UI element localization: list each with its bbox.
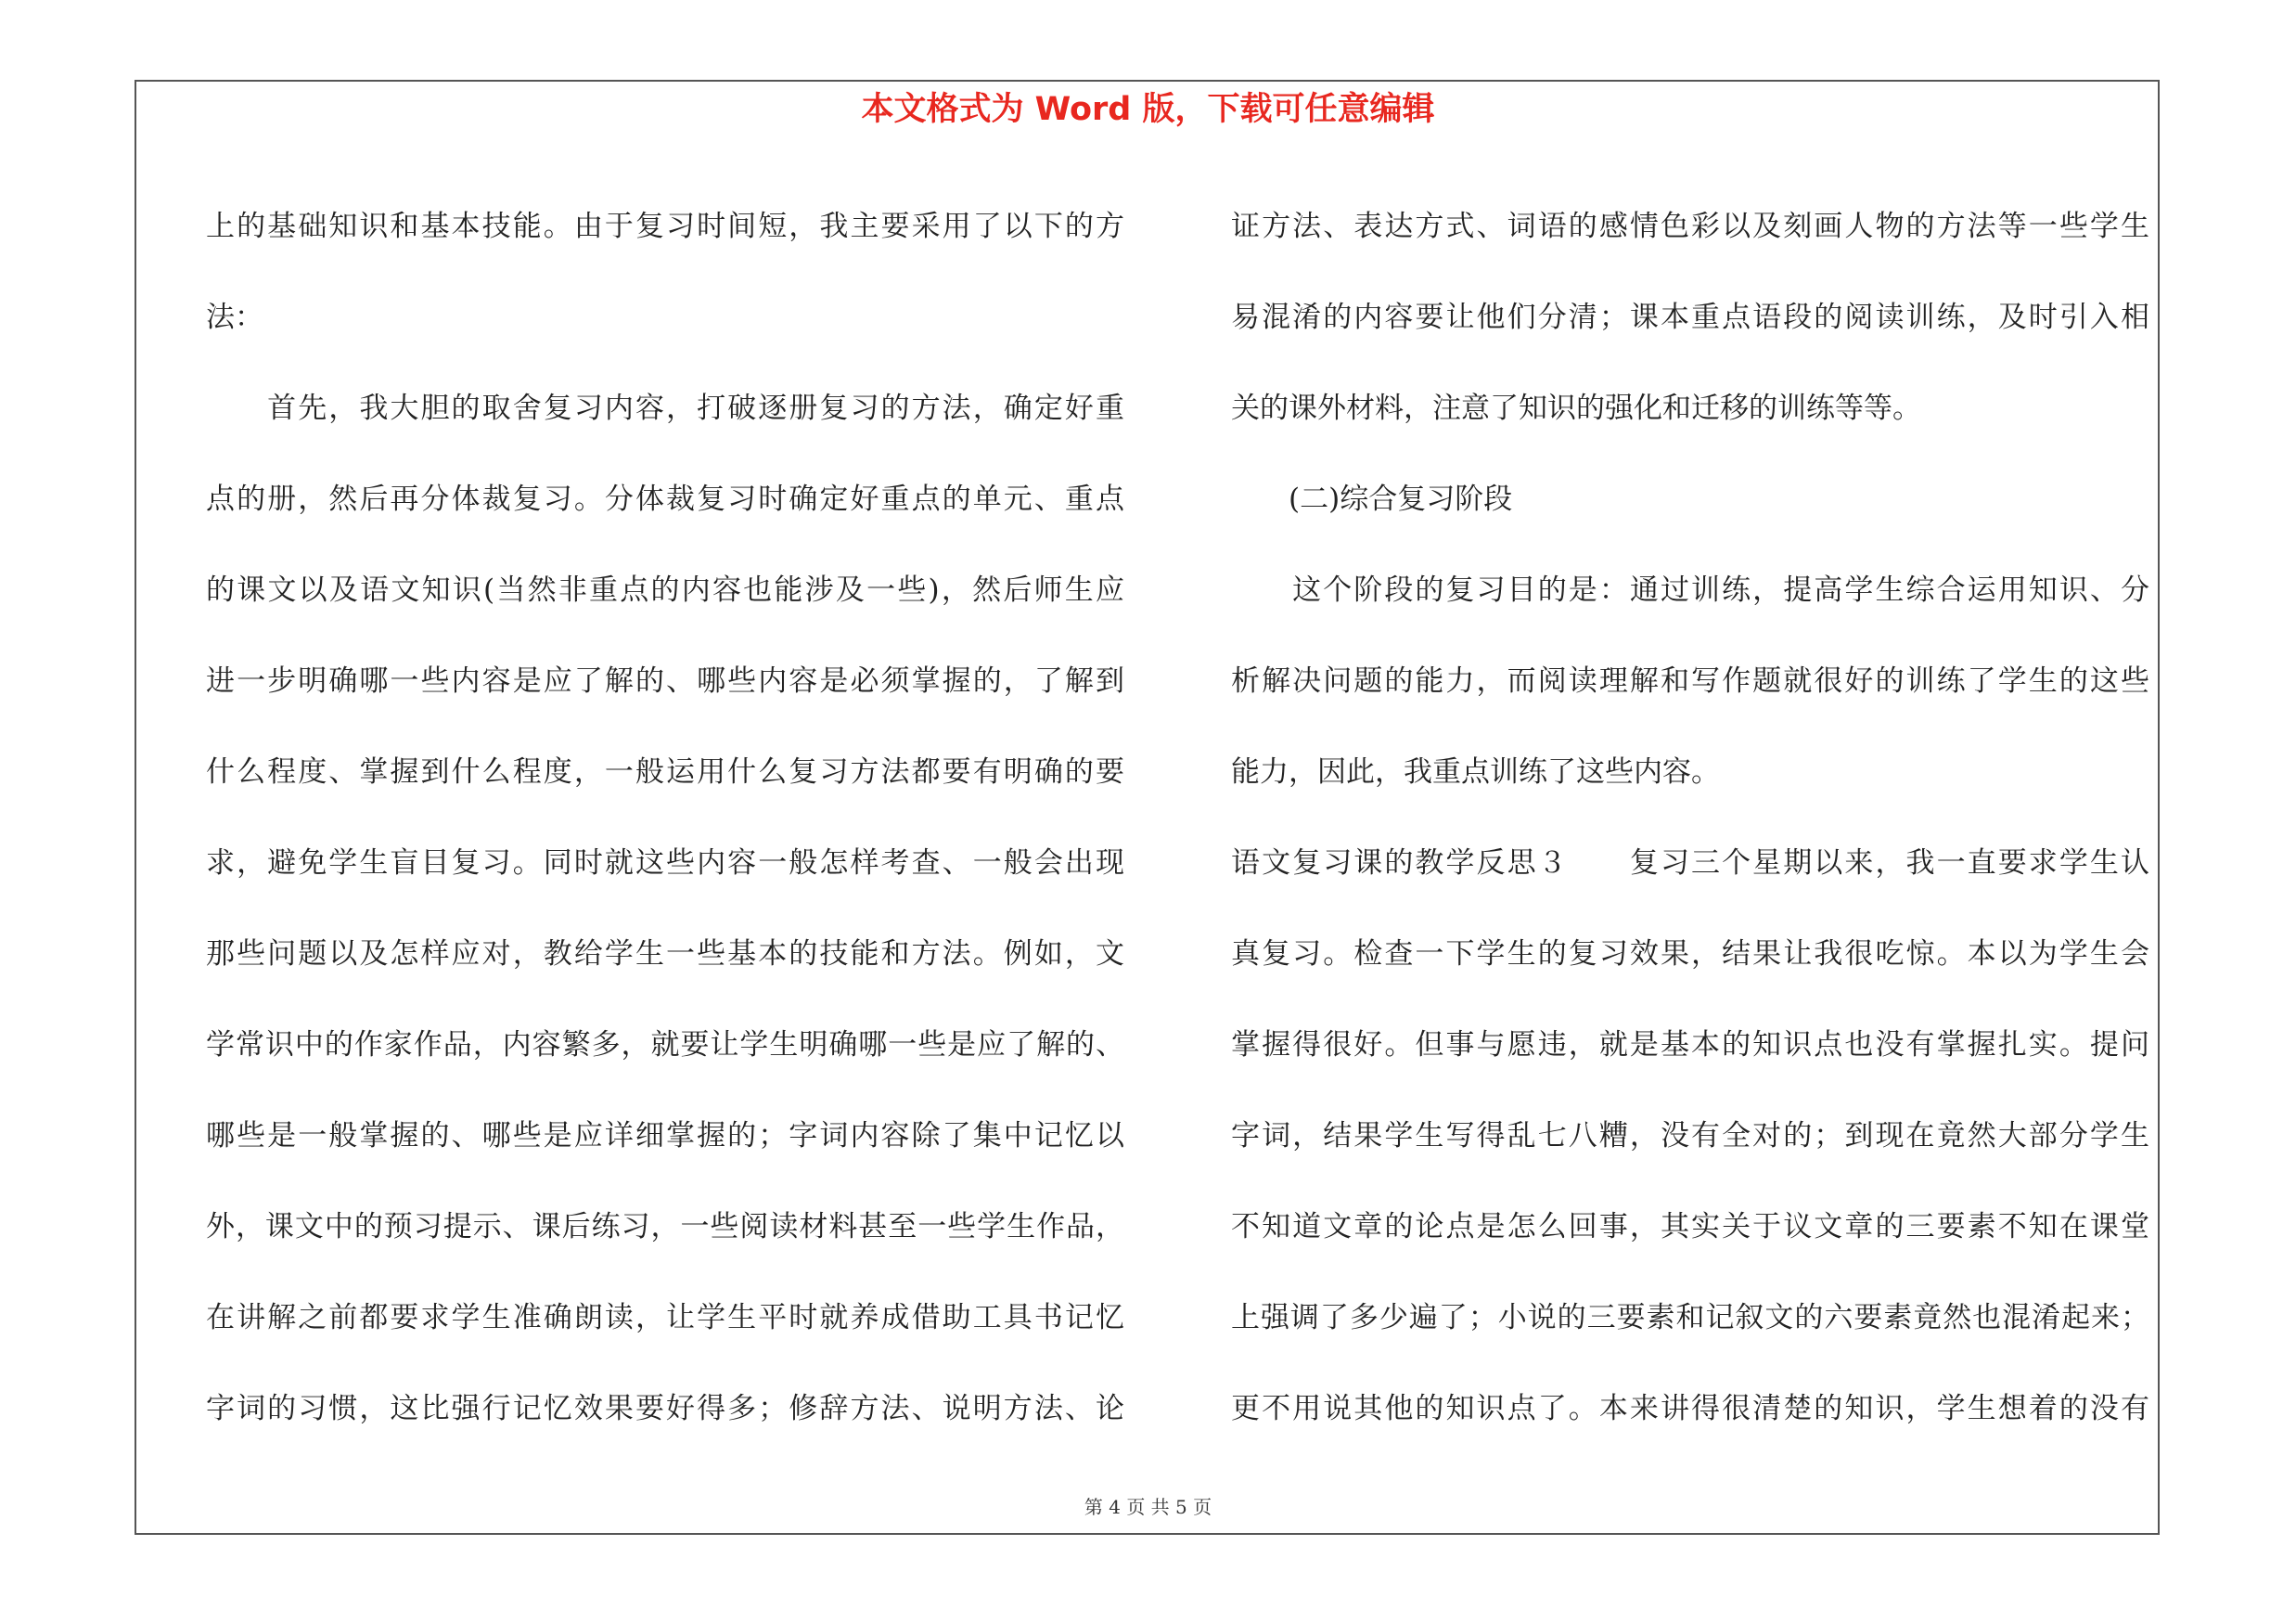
- text-line: 上的基础知识和基本技能。由于复习时间短，我主要采用了以下的方: [206, 210, 1124, 243]
- text-line: 首先，我大胆的取舍复习内容，打破逐册复习的方法，确定好重: [206, 392, 1124, 425]
- text-line: 那些问题以及怎样应对，教给学生一些基本的技能和方法。例如，文: [206, 937, 1124, 971]
- text-line: 字词，结果学生写得乱七八糟，没有全对的；到现在竟然大部分学生: [1231, 1119, 2149, 1153]
- text-line: 真复习。检查一下学生的复习效果，结果让我很吃惊。本以为学生会: [1231, 937, 2149, 971]
- text-line: 在讲解之前都要求学生准确朗读，让学生平时就养成借助工具书记忆: [206, 1301, 1124, 1334]
- text-line: 学常识中的作家作品，内容繁多，就要让学生明确哪一些是应了解的、: [206, 1028, 1124, 1062]
- text-line: 什么程度、掌握到什么程度，一般运用什么复习方法都要有明确的要: [206, 755, 1124, 789]
- text-line: 的课文以及语文知识(当然非重点的内容也能涉及一些)，然后师生应: [206, 573, 1124, 607]
- document-notice: 本文格式为 Word 版，下载可任意编辑: [861, 91, 1435, 128]
- section-heading: (二)综合复习阶段: [1231, 483, 1513, 516]
- text-line: 哪些是一般掌握的、哪些是应详细掌握的；字词内容除了集中记忆以: [206, 1119, 1124, 1153]
- text-line: 更不用说其他的知识点了。本来讲得很清楚的知识，学生想着的没有: [1231, 1392, 2149, 1425]
- text-line: 这个阶段的复习目的是：通过训练，提高学生综合运用知识、分: [1231, 573, 2149, 607]
- text-line: 法：: [206, 301, 263, 334]
- text-line: 析解决问题的能力，而阅读理解和写作题就很好的训练了学生的这些: [1231, 664, 2149, 698]
- left-text-column: [206, 181, 1124, 1454]
- text-line: 证方法、表达方式、词语的感情色彩以及刻画人物的方法等一些学生: [1231, 210, 2149, 243]
- text-line: 语文复习课的教学反思３ 复习三个星期以来，我一直要求学生认: [1231, 846, 2149, 880]
- text-line: 不知道文章的论点是怎么回事，其实关于议文章的三要素不知在课堂: [1231, 1210, 2149, 1243]
- text-line: 关的课外材料，注意了知识的强化和迁移的训练等等。: [1231, 392, 1921, 425]
- text-line: 点的册，然后再分体裁复习。分体裁复习时确定好重点的单元、重点: [206, 483, 1124, 516]
- page-number: 第 4 页 共 5 页: [1084, 1496, 1212, 1518]
- text-line: 能力，因此，我重点训练了这些内容。: [1231, 755, 1720, 789]
- text-line: 进一步明确哪一些内容是应了解的、哪些内容是必须掌握的，了解到: [206, 664, 1124, 698]
- text-line: 掌握得很好。但事与愿违，就是基本的知识点也没有掌握扎实。提问: [1231, 1028, 2149, 1062]
- text-line: 求，避免学生盲目复习。同时就这些内容一般怎样考查、一般会出现: [206, 846, 1124, 880]
- text-line: 外，课文中的预习提示、课后练习，一些阅读材料甚至一些学生作品，: [206, 1210, 1124, 1243]
- text-line: 易混淆的内容要让他们分清；课本重点语段的阅读训练，及时引入相: [1231, 301, 2149, 334]
- text-line: 上强调了多少遍了；小说的三要素和记叙文的六要素竟然也混淆起来；: [1231, 1301, 2149, 1334]
- text-line: 字词的习惯，这比强行记忆效果要好得多；修辞方法、说明方法、论: [206, 1392, 1124, 1425]
- right-text-column: [1231, 181, 2149, 1454]
